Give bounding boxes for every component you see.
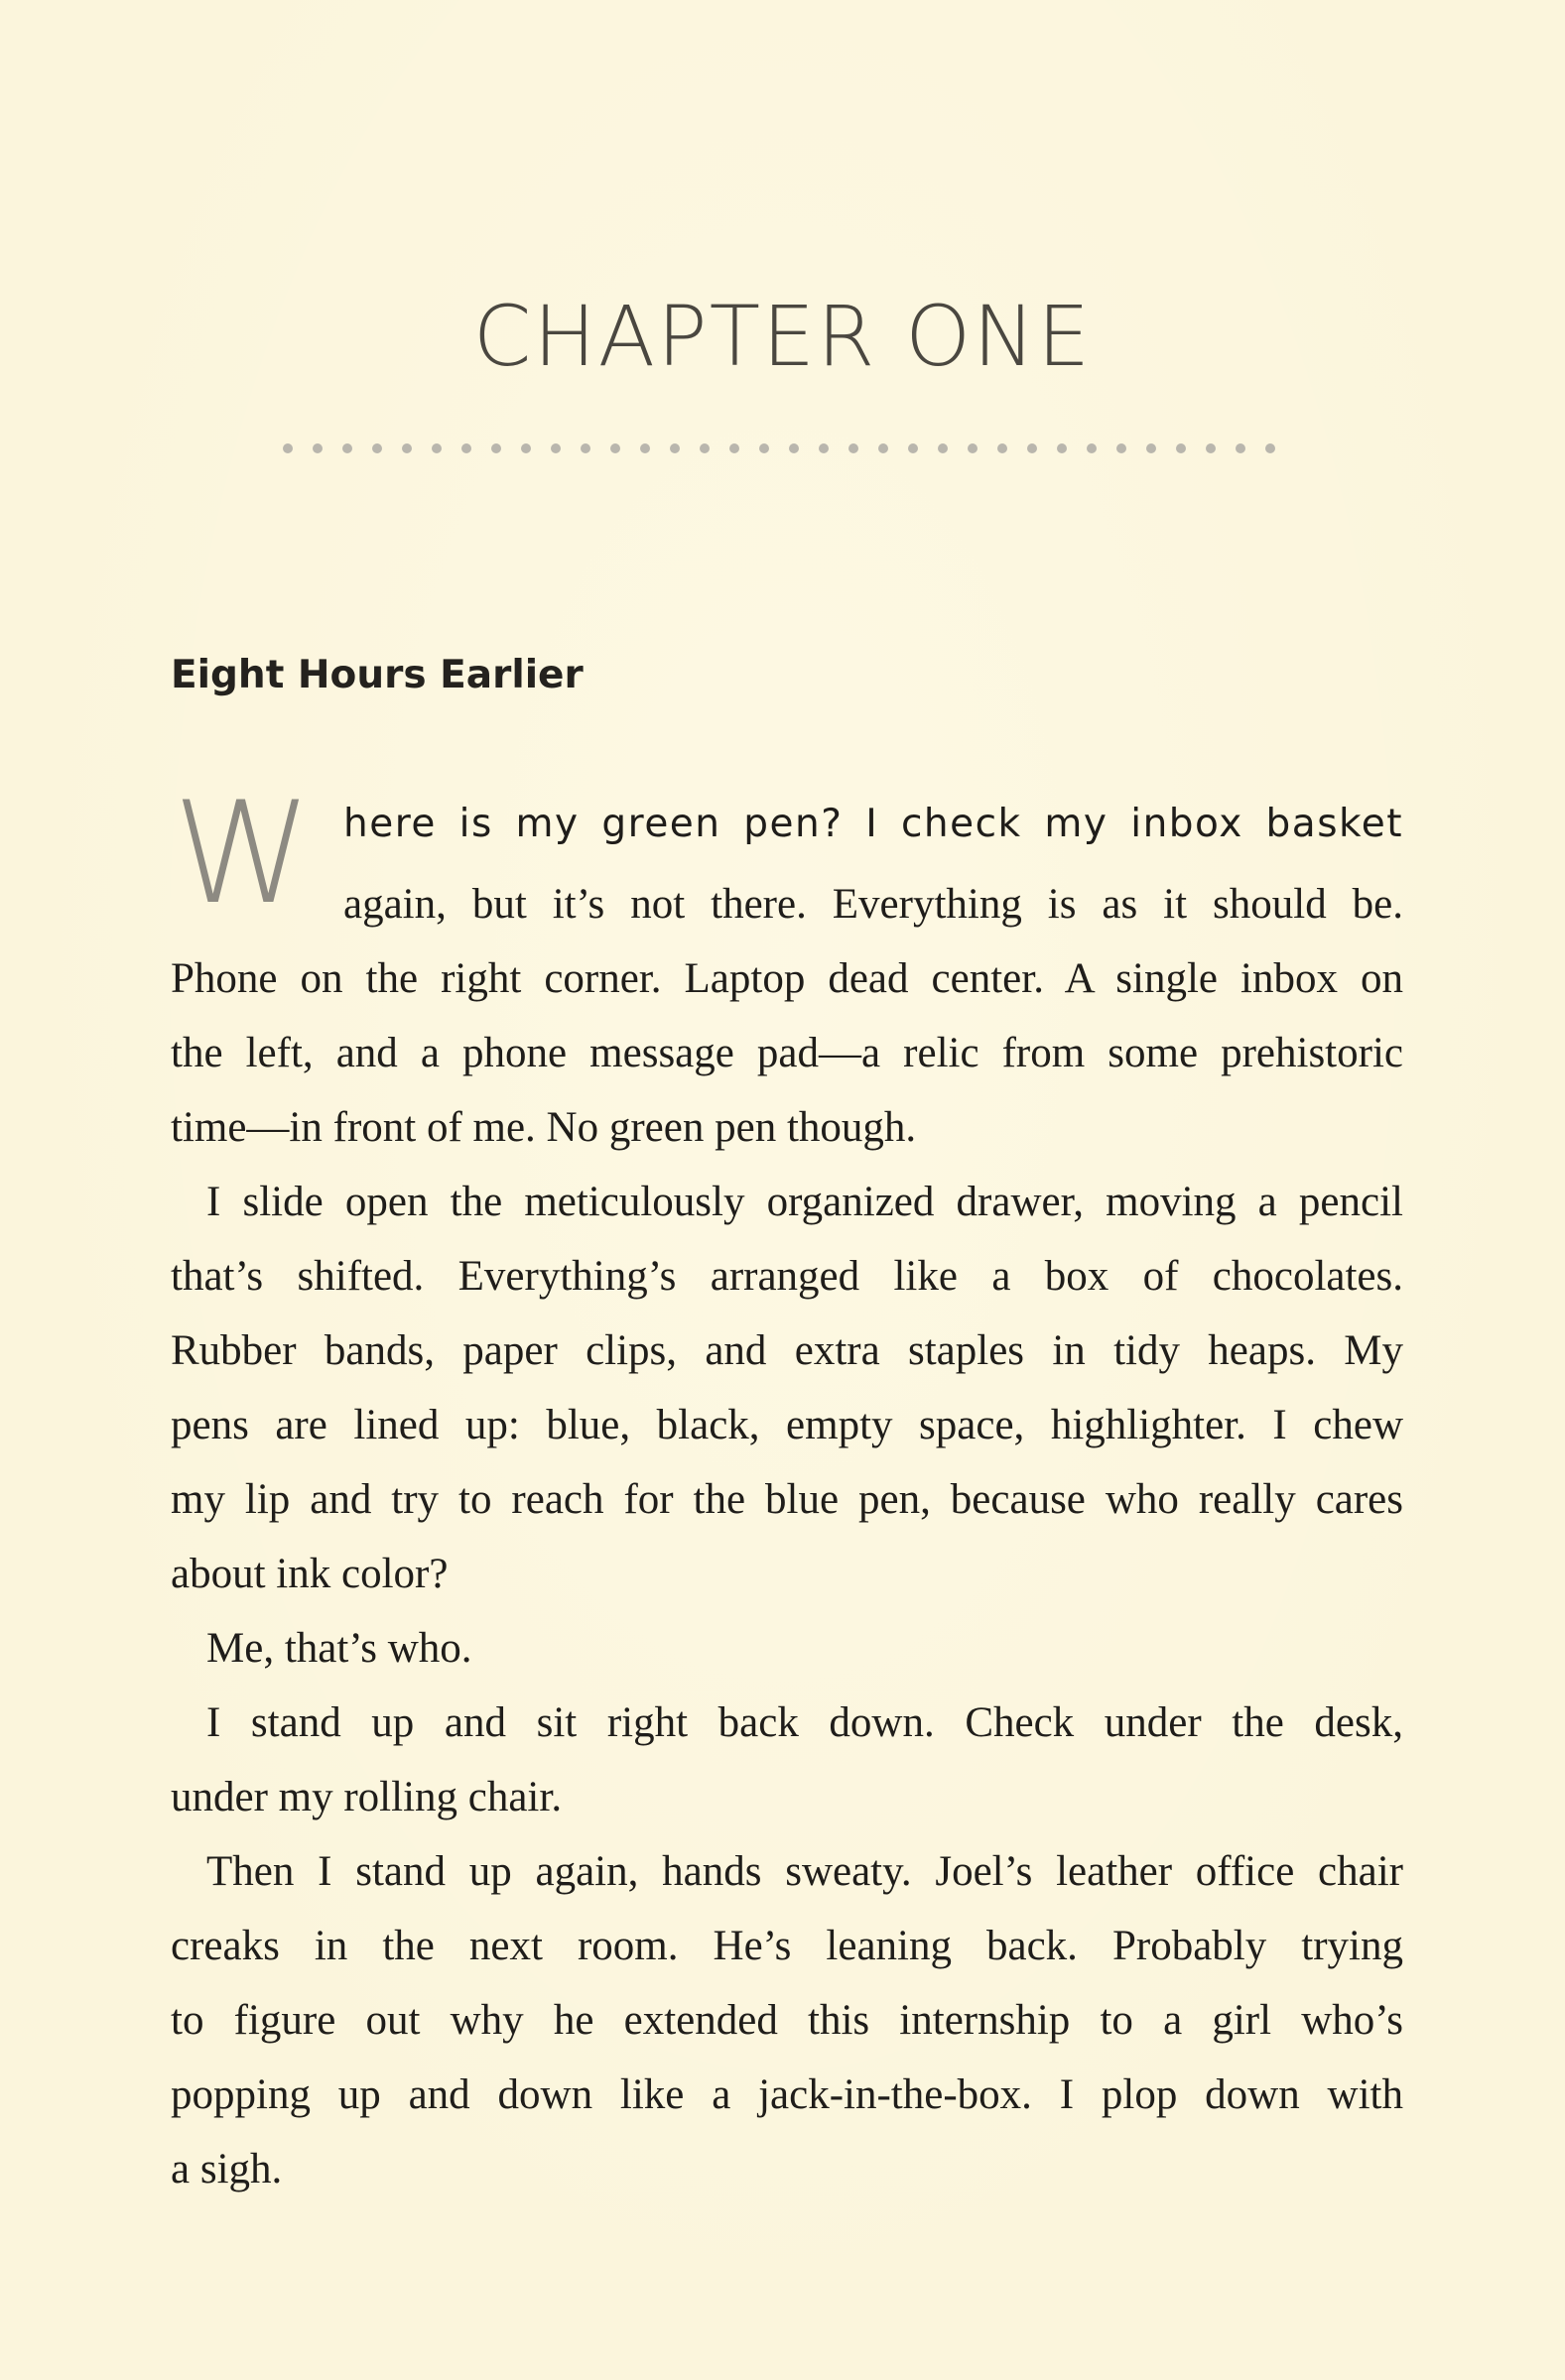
drop-cap-letter: W xyxy=(173,772,309,936)
body-line: that’s shifted. Everything’s arranged like a box of chocolates. xyxy=(171,1253,1403,1300)
body-line: creaks in the next room. He’s leaning back. Probably trying xyxy=(171,1923,1403,1969)
body-line: time—in front of me. No green pen though. xyxy=(171,1104,917,1151)
body-line: again, but it’s not there. Everything is as it should be. xyxy=(343,881,1403,928)
body-line: to figure out why he extended this internship to a girl who’s xyxy=(171,1997,1403,2044)
body-line: the left, and a phone message pad—a relic from some prehistoric xyxy=(171,1030,1403,1076)
body-line: I slide open the meticulously organized drawer, moving a pencil xyxy=(206,1179,1403,1225)
first-line-text: here is my green pen? I check my inbox basket xyxy=(343,802,1403,846)
body-line: a sigh. xyxy=(171,2146,283,2192)
body-line: I stand up and sit right back down. Check under the desk, xyxy=(206,1699,1403,1746)
body-line: about ink color? xyxy=(171,1551,449,1597)
section-subheading: Eight Hours Earlier xyxy=(171,653,584,697)
body-line: Rubber bands, paper clips, and extra staples in tidy heaps. My xyxy=(171,1327,1403,1374)
chapter-title: CHAPTER ONE xyxy=(472,288,1093,385)
dotted-ornament-divider xyxy=(283,437,1285,460)
body-line: under my rolling chair. xyxy=(171,1774,563,1820)
body-line: Then I stand up again, hands sweaty. Joel’s leather office chair xyxy=(206,1848,1403,1895)
body-line: pens are lined up: blue, black, empty space, highlighter. I chew xyxy=(171,1402,1403,1448)
body-line: popping up and down like a jack-in-the-box. I plop down with xyxy=(171,2071,1403,2118)
body-line: Me, that’s who. xyxy=(206,1625,472,1672)
body-line: my lip and try to reach for the blue pen, because who really cares xyxy=(171,1476,1403,1523)
body-line: Phone on the right corner. Laptop dead center. A single inbox on xyxy=(171,955,1403,1002)
